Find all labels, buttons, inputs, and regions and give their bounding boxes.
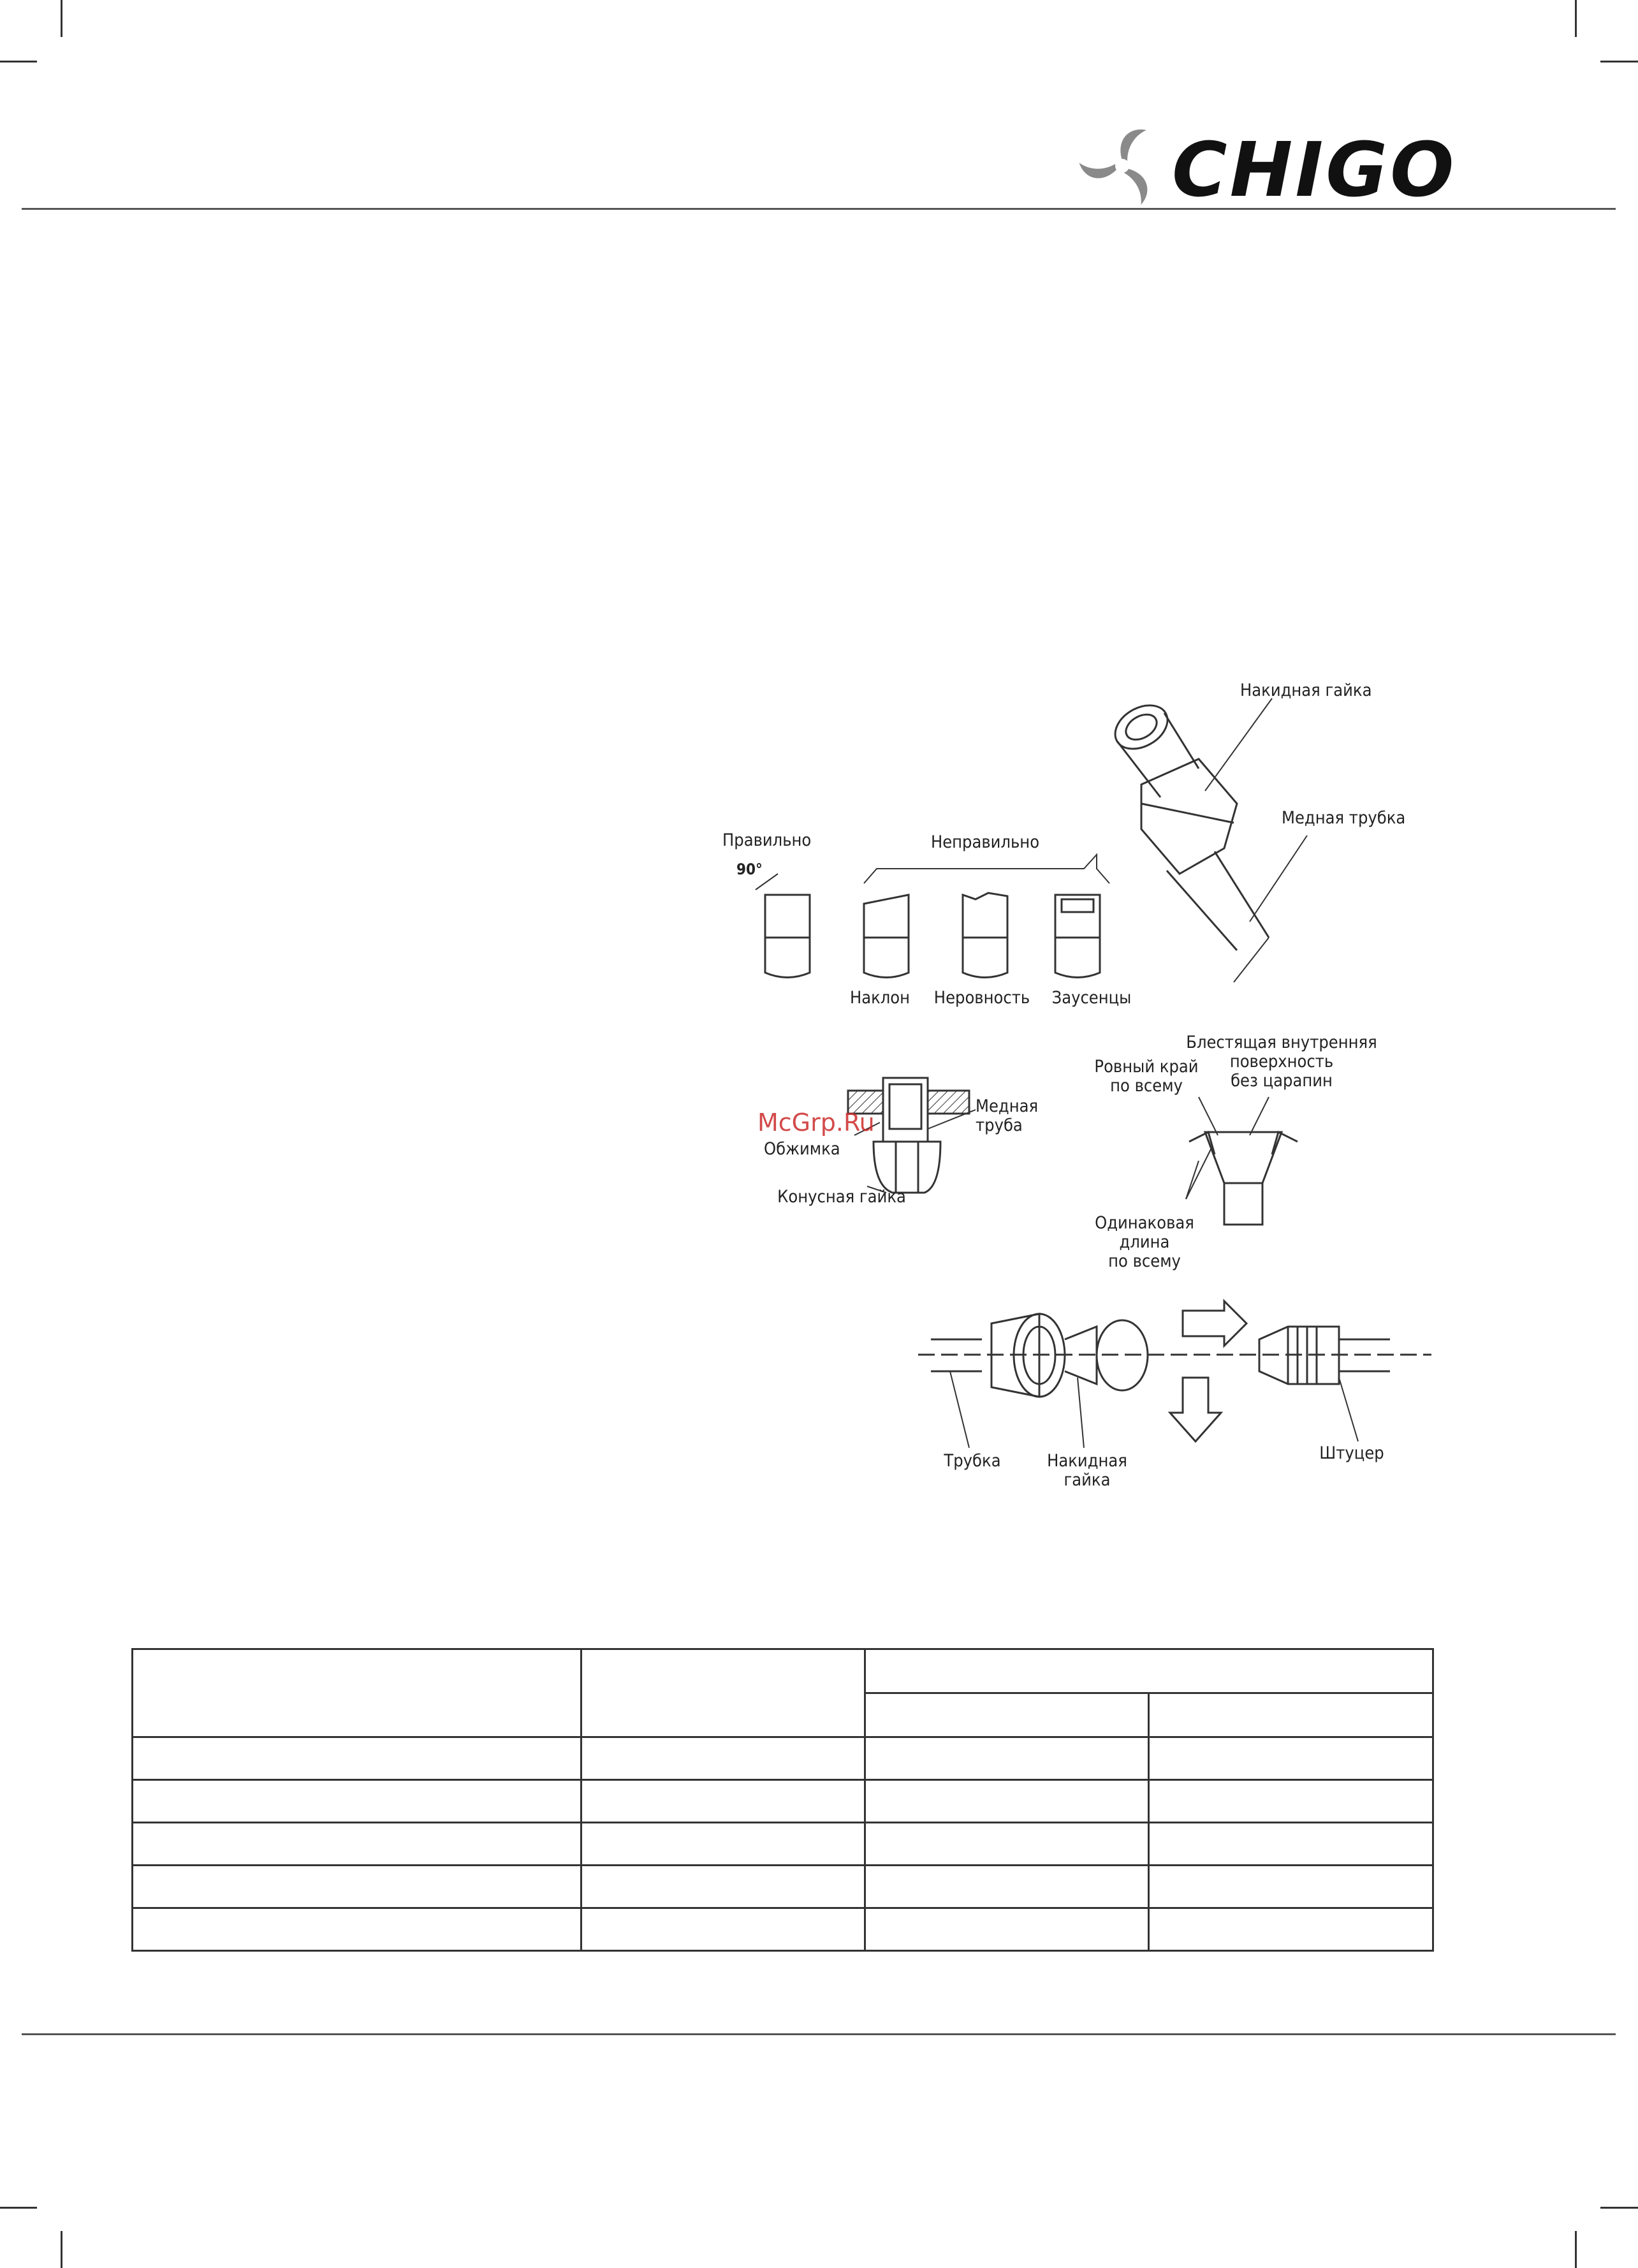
- flare-nut-pipe-drawing: [1108, 696, 1307, 982]
- spec-table: [131, 1648, 1434, 1952]
- table-cell: [1149, 1737, 1433, 1780]
- table-cell: [865, 1780, 1149, 1823]
- table-cell: [865, 1649, 1433, 1693]
- fitting-label: Штуцер: [1319, 1443, 1384, 1463]
- table-cell: [865, 1737, 1149, 1780]
- table-cell: [1149, 1908, 1433, 1951]
- connection-drawing: [918, 1301, 1431, 1448]
- table-cell: [581, 1866, 865, 1908]
- table-cell: [133, 1737, 581, 1780]
- table-cell: [1149, 1866, 1433, 1908]
- brand-name: CHIGO: [1172, 126, 1457, 214]
- connection-pipe-label: Трубка: [944, 1451, 1001, 1471]
- table-cell: [865, 1693, 1149, 1737]
- table-cell: [1149, 1693, 1433, 1737]
- table-cell: [133, 1823, 581, 1866]
- defect-burrs-label: Заусенцы: [1051, 988, 1132, 1008]
- table-cell: [581, 1908, 865, 1951]
- cut-quality-drawing: [756, 855, 1109, 978]
- table-cell: [1149, 1780, 1433, 1823]
- table-cell: [865, 1866, 1149, 1908]
- angle-label: 90°: [736, 860, 763, 878]
- table-cell: [133, 1866, 581, 1908]
- table-row: [133, 1737, 1433, 1780]
- defect-slope-label: Наклон: [849, 988, 910, 1008]
- table-cell: [865, 1908, 1149, 1951]
- table-row: [133, 1780, 1433, 1823]
- table-cell: [865, 1823, 1149, 1866]
- incorrect-label: Неправильно: [930, 832, 1040, 852]
- smooth-edge-label: Ровный край по всему: [1094, 1057, 1199, 1096]
- shiny-surface-label: Блестящая внутренняя поверхность без царапин: [1186, 1033, 1377, 1091]
- table-row: [133, 1908, 1433, 1951]
- table-cell: [581, 1780, 865, 1823]
- defect-unevenness-label: Неровность: [933, 988, 1030, 1008]
- table-cell: [581, 1823, 865, 1866]
- cone-nut-label: Конусная гайка: [777, 1187, 906, 1207]
- table-row: [133, 1649, 1433, 1693]
- table-cell: [133, 1908, 581, 1951]
- table-cell: [581, 1737, 865, 1780]
- connection-nut-label: Накидная гайка: [1047, 1451, 1127, 1490]
- table-cell: [133, 1780, 581, 1823]
- clamp-label: Обжимка: [764, 1139, 840, 1159]
- flare-quality-drawing: [1186, 1097, 1298, 1225]
- table-row: [133, 1866, 1433, 1908]
- flare-nut-label: Накидная гайка: [1240, 681, 1372, 700]
- equal-length-label: Одинаковая длина по всему: [1095, 1213, 1194, 1271]
- tool-pipe-label: Медная труба: [976, 1096, 1039, 1135]
- copper-pipe-label: Медная трубка: [1282, 808, 1406, 828]
- watermark: McGrp.Ru: [757, 1108, 875, 1137]
- table-cell: [1149, 1823, 1433, 1866]
- table-cell: [133, 1649, 581, 1737]
- table-row: [133, 1823, 1433, 1866]
- correct-label: Правильно: [722, 830, 812, 850]
- table-cell: [581, 1649, 865, 1737]
